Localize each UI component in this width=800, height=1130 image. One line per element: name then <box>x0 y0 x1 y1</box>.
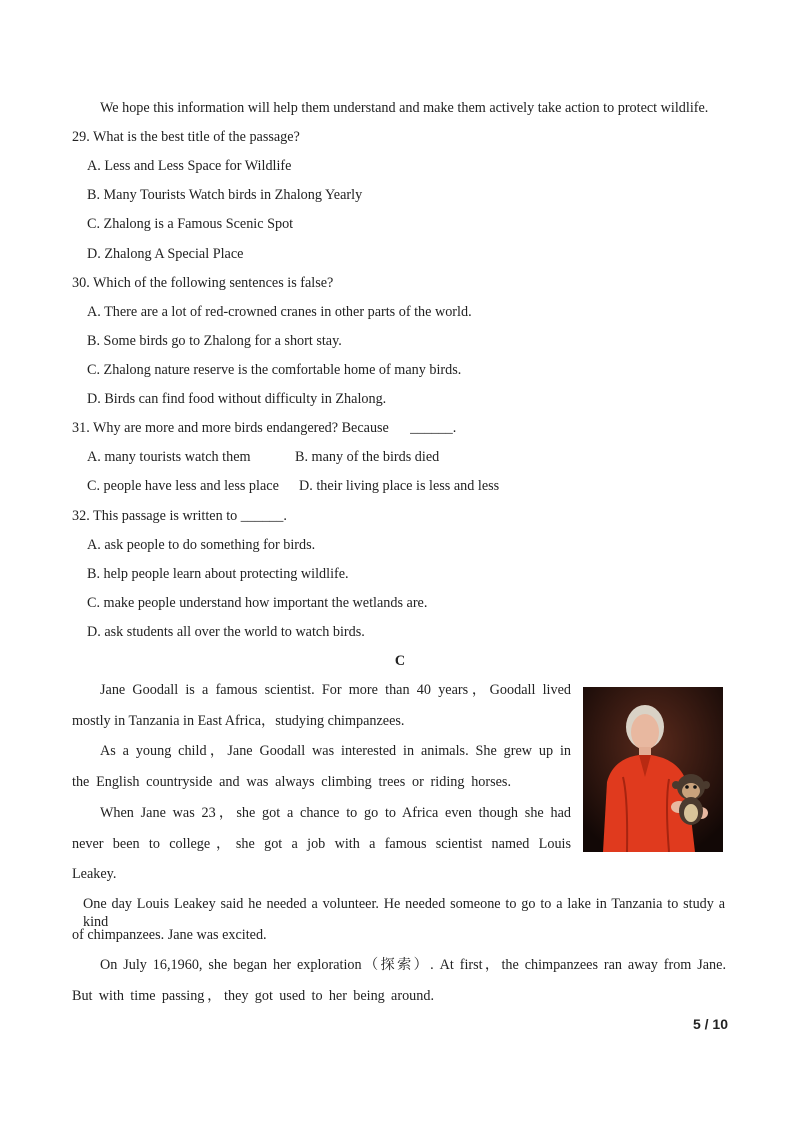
passage-p5-line2: But with time passing，they got used to her being around. <box>72 988 434 1004</box>
passage-p4-line2: of chimpanzees. Jane was excited. <box>72 927 267 943</box>
question-29-option-d: D. Zhalong A Special Place <box>87 246 244 262</box>
passage-p3-line1: When Jane was 23，she got a chance to go to Africa even though she had <box>100 805 571 821</box>
passage-p4-line1: One day Louis Leakey said he needed a volunteer. He needed someone to go to a lake in Tanzania to study a kind <box>83 896 725 930</box>
portrait-illustration <box>583 687 723 852</box>
question-32-option-b: B. help people learn about protecting wildlife. <box>87 566 349 582</box>
question-32-option-c: C. make people understand how important the wetlands are. <box>87 595 428 611</box>
intro-line: We hope this information will help them understand and make them actively take action to protect wildlife. <box>100 100 709 116</box>
passage-p3-line3: Leakey. <box>72 866 117 882</box>
page-number: 5 / 10 <box>692 1016 728 1032</box>
passage-p1-line1: Jane Goodall is a famous scientist. For more than 40 years，Goodall lived <box>100 682 571 698</box>
passage-p3-line2: never been to college，she got a job with a famous scientist named Louis <box>72 836 571 852</box>
question-32-stem: 32. This passage is written to ______. <box>72 508 287 524</box>
question-30-option-b: B. Some birds go to Zhalong for a short stay. <box>87 333 342 349</box>
question-32-option-d: D. ask students all over the world to watch birds. <box>87 624 365 640</box>
passage-p1-line2: mostly in Tanzania in East Africa，studying chimpanzees. <box>72 713 405 729</box>
section-heading: C <box>394 653 406 669</box>
question-30-option-a: A. There are a lot of red-crowned cranes in other parts of the world. <box>87 304 472 320</box>
question-31-option-b: B. many of the birds died <box>295 449 440 465</box>
passage-p2-line1: As a young child，Jane Goodall was interested in animals. She grew up in <box>100 743 571 759</box>
question-31-option-d: D. their living place is less and less <box>299 478 500 494</box>
question-29-option-b: B. Many Tourists Watch birds in Zhalong Yearly <box>87 187 363 203</box>
question-31-stem: 31. Why are more and more birds endangered? Because ______. <box>72 420 457 436</box>
question-29-option-c: C. Zhalong is a Famous Scenic Spot <box>87 216 294 232</box>
question-32-option-a: A. ask people to do something for birds. <box>87 537 316 553</box>
question-30-option-c: C. Zhalong nature reserve is the comfortable home of many birds. <box>87 362 462 378</box>
jane-goodall-photo <box>583 687 723 852</box>
question-31-option-c: C. people have less and less place <box>87 478 279 494</box>
question-31-option-a: A. many tourists watch them <box>87 449 251 465</box>
question-30-stem: 30. Which of the following sentences is false? <box>72 275 334 291</box>
question-29-stem: 29. What is the best title of the passage? <box>72 129 300 145</box>
question-30-option-d: D. Birds can find food without difficulty in Zhalong. <box>87 391 387 407</box>
passage-p2-line2: the English countryside and was always climbing trees or riding horses. <box>72 774 511 790</box>
question-29-option-a: A. Less and Less Space for Wildlife <box>87 158 292 174</box>
passage-p5-line1: On July 16,1960, she began her exploration（探索）. At first，the chimpanzees ran away from Jane. <box>100 957 726 973</box>
